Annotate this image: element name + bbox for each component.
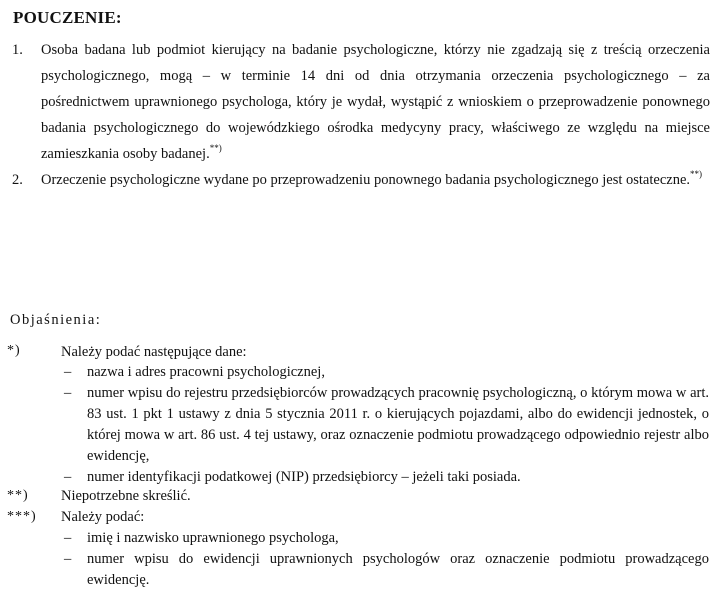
footnote-ref: **) <box>209 143 222 154</box>
item-number: 2. <box>12 172 23 188</box>
footnote-1-list <box>0 362 720 488</box>
list-item <box>0 467 720 488</box>
item-text-body: Orzeczenie psychologiczne wydane po przeprowadzeniu ponownego badania psychologicznego jest ostateczne. <box>41 172 691 188</box>
dash-bullet: – <box>64 530 72 546</box>
dash-bullet: – <box>64 551 72 567</box>
item-text <box>41 37 710 167</box>
list-item <box>0 528 720 549</box>
list-item <box>0 362 720 383</box>
footnote-mark: *) <box>7 343 21 358</box>
footnote-3-list <box>0 528 720 591</box>
list-item-text: nazwa i adres pracowni psychologicznej, <box>87 364 325 380</box>
footnote-mark: ***) <box>7 509 37 524</box>
list-item-text: numer wpisu do ewidencji uprawnionych psychologów oraz oznaczenie podmiotu prowadzącego ewidencję. <box>87 551 709 588</box>
list-item-text: numer identyfikacji podatkowej (NIP) przedsiębiorcy – jeżeli taki posiada. <box>87 469 521 485</box>
list-item <box>0 549 720 591</box>
list-item <box>0 383 720 467</box>
item-number: 1. <box>12 42 23 58</box>
item-text-body: Osoba badana lub podmiot kierujący na badanie psychologiczne, którzy nie zgadzają się z treścią orzeczenia psychologicznego, mogą – w terminie 14 dni od dnia otrzymania orzeczenia psychologicznego – za pośrednictwem uprawnionego psychologa, który je wydał, wystąpić z wnioskiem o przeprowadzenie ponownego badania psychologicznego do wojewódzkiego ośrodka medycyny pracy, właściwego ze względu na miejsce zamieszkania osoby badanej. <box>41 42 710 162</box>
list-item-text: numer wpisu do rejestru przedsiębiorców prowadzących pracownię psychologiczną, o którym mowa w art. 83 ust. 1 pkt 1 ustawy z dnia 5 stycznia 2011 r. o kierujących pojazdami, albo do ewidencji jednostek, o której mowa w art. 86 ust. 4 tej ustawy, oraz oznaczenie podmiotu prowadzącego odpowiednio rejestr albo ewidencję, <box>87 385 709 464</box>
document-title: POUCZENIE: <box>13 8 122 27</box>
footnote-lead: Niepotrzebne skreślić. <box>61 488 191 504</box>
dash-bullet: – <box>64 364 72 380</box>
explanations-title: Objaśnienia: <box>10 312 102 328</box>
item-text <box>41 167 710 193</box>
dash-bullet: – <box>64 469 72 485</box>
list-item-text: imię i nazwisko uprawnionego psychologa, <box>87 530 339 546</box>
footnote-lead: Należy podać następujące dane: <box>61 344 247 360</box>
footnote-mark: **) <box>7 488 29 503</box>
footnote-lead: Należy podać: <box>61 509 145 525</box>
footnote-ref: **) <box>690 169 703 180</box>
dash-bullet: – <box>64 385 72 401</box>
